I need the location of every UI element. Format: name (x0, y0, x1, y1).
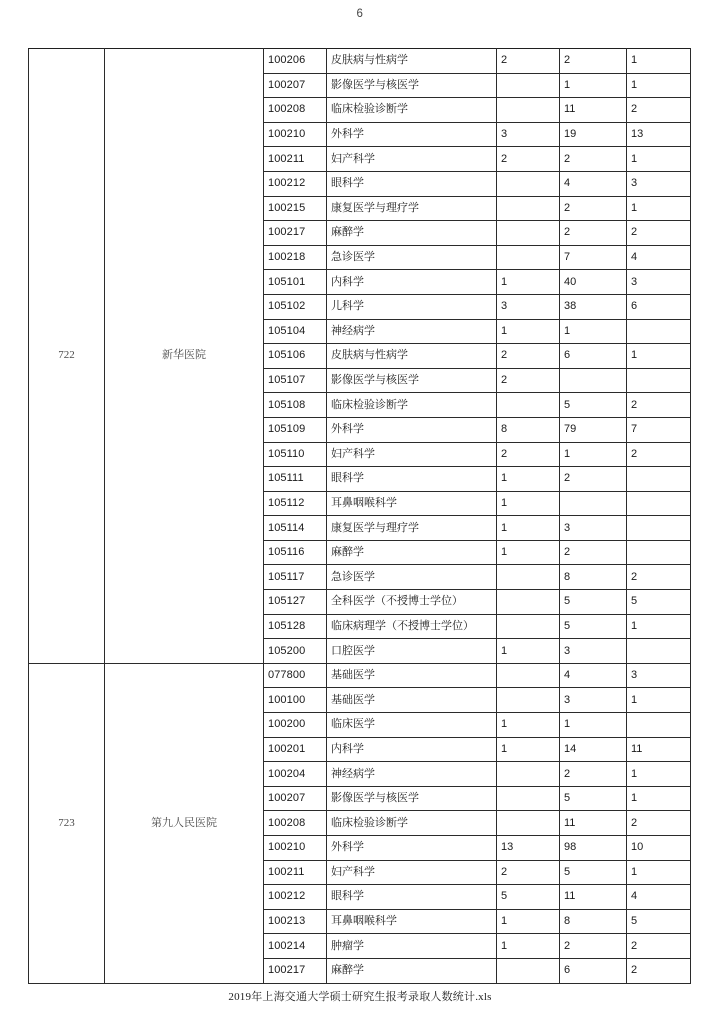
major-code-cell: 105109 (264, 417, 327, 442)
admitted-count-cell (627, 491, 691, 516)
registered-count-cell: 79 (560, 417, 627, 442)
major-code-cell: 100211 (264, 147, 327, 172)
admitted-count-cell: 1 (627, 860, 691, 885)
page-number: 6 (356, 8, 364, 20)
row-sequence-number: 722 (29, 49, 105, 664)
major-name-cell: 肿瘤学 (327, 934, 497, 959)
registered-count-cell: 98 (560, 836, 627, 861)
major-code-cell: 100204 (264, 762, 327, 787)
major-code-cell: 100218 (264, 245, 327, 270)
registered-count-cell: 2 (560, 147, 627, 172)
admitted-count-cell: 1 (627, 688, 691, 713)
applicants-count-cell (497, 811, 560, 836)
admitted-count-cell: 1 (627, 786, 691, 811)
applicants-count-cell: 8 (497, 417, 560, 442)
applicants-count-cell: 1 (497, 737, 560, 762)
registered-count-cell: 8 (560, 909, 627, 934)
admitted-count-cell: 3 (627, 171, 691, 196)
major-code-cell: 100213 (264, 909, 327, 934)
registered-count-cell: 14 (560, 737, 627, 762)
major-name-cell: 外科学 (327, 417, 497, 442)
major-name-cell: 神经病学 (327, 762, 497, 787)
admitted-count-cell: 2 (627, 98, 691, 123)
major-code-cell: 100208 (264, 98, 327, 123)
admitted-count-cell: 2 (627, 221, 691, 246)
major-name-cell: 妇产科学 (327, 442, 497, 467)
registered-count-cell: 7 (560, 245, 627, 270)
registered-count-cell: 4 (560, 663, 627, 688)
major-name-cell: 眼科学 (327, 467, 497, 492)
admitted-count-cell (627, 540, 691, 565)
admitted-count-cell (627, 319, 691, 344)
major-code-cell: 105112 (264, 491, 327, 516)
admitted-count-cell: 1 (627, 147, 691, 172)
applicants-count-cell: 1 (497, 934, 560, 959)
admitted-count-cell: 11 (627, 737, 691, 762)
major-name-cell: 基础医学 (327, 663, 497, 688)
admitted-count-cell: 1 (627, 196, 691, 221)
admitted-count-cell: 4 (627, 885, 691, 910)
major-name-cell: 麻醉学 (327, 221, 497, 246)
registered-count-cell: 11 (560, 811, 627, 836)
registered-count-cell: 19 (560, 122, 627, 147)
major-code-cell: 100210 (264, 836, 327, 861)
major-code-cell: 105106 (264, 344, 327, 369)
registered-count-cell: 40 (560, 270, 627, 295)
applicants-count-cell: 1 (497, 270, 560, 295)
registered-count-cell (560, 491, 627, 516)
admitted-count-cell: 13 (627, 122, 691, 147)
admitted-count-cell: 3 (627, 663, 691, 688)
admitted-count-cell: 2 (627, 393, 691, 418)
applicants-count-cell: 2 (497, 344, 560, 369)
major-name-cell: 外科学 (327, 836, 497, 861)
major-name-cell: 临床检验诊断学 (327, 393, 497, 418)
applicants-count-cell: 3 (497, 122, 560, 147)
major-name-cell: 影像医学与核医学 (327, 786, 497, 811)
admitted-count-cell: 1 (627, 344, 691, 369)
admitted-count-cell (627, 713, 691, 738)
applicants-count-cell: 1 (497, 319, 560, 344)
major-name-cell: 临床医学 (327, 713, 497, 738)
major-code-cell: 105116 (264, 540, 327, 565)
applicants-count-cell: 1 (497, 909, 560, 934)
major-code-cell: 105111 (264, 467, 327, 492)
admitted-count-cell: 1 (627, 49, 691, 74)
applicants-count-cell: 1 (497, 491, 560, 516)
registered-count-cell: 3 (560, 516, 627, 541)
major-name-cell: 急诊医学 (327, 245, 497, 270)
applicants-count-cell (497, 393, 560, 418)
table-row (29, 49, 691, 74)
applicants-count-cell (497, 688, 560, 713)
admitted-count-cell (627, 467, 691, 492)
major-code-cell: 105104 (264, 319, 327, 344)
major-code-cell: 105127 (264, 590, 327, 615)
applicants-count-cell (497, 196, 560, 221)
major-name-cell: 急诊医学 (327, 565, 497, 590)
registered-count-cell: 3 (560, 639, 627, 664)
admitted-count-cell: 7 (627, 417, 691, 442)
major-code-cell: 105102 (264, 294, 327, 319)
registered-count-cell: 4 (560, 171, 627, 196)
major-name-cell: 康复医学与理疗学 (327, 196, 497, 221)
applicants-count-cell (497, 614, 560, 639)
registered-count-cell: 11 (560, 98, 627, 123)
registered-count-cell: 1 (560, 442, 627, 467)
applicants-count-cell (497, 245, 560, 270)
registered-count-cell: 3 (560, 688, 627, 713)
registered-count-cell: 6 (560, 958, 627, 983)
major-name-cell: 内科学 (327, 737, 497, 762)
major-code-cell: 105110 (264, 442, 327, 467)
applicants-count-cell: 3 (497, 294, 560, 319)
major-code-cell: 105101 (264, 270, 327, 295)
applicants-count-cell (497, 221, 560, 246)
registered-count-cell: 2 (560, 540, 627, 565)
table-body (29, 49, 691, 984)
major-code-cell: 100212 (264, 885, 327, 910)
major-name-cell: 皮肤病与性病学 (327, 344, 497, 369)
applicants-count-cell (497, 786, 560, 811)
registered-count-cell: 5 (560, 786, 627, 811)
admitted-count-cell: 2 (627, 811, 691, 836)
major-name-cell: 神经病学 (327, 319, 497, 344)
registered-count-cell: 2 (560, 762, 627, 787)
admitted-count-cell: 5 (627, 590, 691, 615)
registered-count-cell: 5 (560, 860, 627, 885)
major-name-cell: 外科学 (327, 122, 497, 147)
admitted-count-cell: 1 (627, 73, 691, 98)
statistics-table-wrapper (28, 48, 690, 984)
major-name-cell: 眼科学 (327, 171, 497, 196)
major-code-cell: 100217 (264, 958, 327, 983)
registered-count-cell: 2 (560, 467, 627, 492)
major-name-cell: 麻醉学 (327, 540, 497, 565)
registered-count-cell: 1 (560, 319, 627, 344)
major-code-cell: 077800 (264, 663, 327, 688)
applicants-count-cell: 2 (497, 442, 560, 467)
admitted-count-cell: 2 (627, 958, 691, 983)
admitted-count-cell (627, 368, 691, 393)
applicants-count-cell (497, 958, 560, 983)
major-code-cell: 100207 (264, 73, 327, 98)
admitted-count-cell: 10 (627, 836, 691, 861)
applicants-count-cell (497, 590, 560, 615)
major-name-cell: 麻醉学 (327, 958, 497, 983)
applicants-count-cell: 2 (497, 860, 560, 885)
major-name-cell: 妇产科学 (327, 860, 497, 885)
admitted-count-cell: 1 (627, 762, 691, 787)
major-name-cell: 临床病理学（不授博士学位） (327, 614, 497, 639)
admitted-count-cell: 6 (627, 294, 691, 319)
major-name-cell: 耳鼻咽喉科学 (327, 491, 497, 516)
major-name-cell: 影像医学与核医学 (327, 368, 497, 393)
footer-filename: 2019年上海交通大学硕士研究生报考录取人数统计.xls (228, 991, 492, 1003)
major-code-cell: 100217 (264, 221, 327, 246)
major-name-cell: 临床检验诊断学 (327, 98, 497, 123)
registered-count-cell: 5 (560, 590, 627, 615)
admitted-count-cell: 5 (627, 909, 691, 934)
admitted-count-cell: 4 (627, 245, 691, 270)
registered-count-cell: 5 (560, 393, 627, 418)
major-name-cell: 临床检验诊断学 (327, 811, 497, 836)
major-name-cell: 康复医学与理疗学 (327, 516, 497, 541)
major-code-cell: 100200 (264, 713, 327, 738)
major-name-cell: 口腔医学 (327, 639, 497, 664)
registered-count-cell: 1 (560, 713, 627, 738)
applicants-count-cell (497, 98, 560, 123)
admitted-count-cell: 1 (627, 614, 691, 639)
major-code-cell: 100207 (264, 786, 327, 811)
major-code-cell: 100210 (264, 122, 327, 147)
major-code-cell: 100214 (264, 934, 327, 959)
major-name-cell: 内科学 (327, 270, 497, 295)
major-code-cell: 100211 (264, 860, 327, 885)
applicants-count-cell (497, 762, 560, 787)
organization-name: 第九人民医院 (105, 663, 264, 983)
registered-count-cell: 8 (560, 565, 627, 590)
applicants-count-cell: 1 (497, 516, 560, 541)
admitted-count-cell: 3 (627, 270, 691, 295)
applicants-count-cell: 1 (497, 540, 560, 565)
registered-count-cell (560, 368, 627, 393)
major-code-cell: 105117 (264, 565, 327, 590)
admitted-count-cell: 2 (627, 934, 691, 959)
major-name-cell: 皮肤病与性病学 (327, 49, 497, 74)
registered-count-cell: 2 (560, 934, 627, 959)
admitted-count-cell: 2 (627, 565, 691, 590)
major-name-cell: 儿科学 (327, 294, 497, 319)
registered-count-cell: 38 (560, 294, 627, 319)
admitted-count-cell (627, 516, 691, 541)
major-code-cell: 105108 (264, 393, 327, 418)
major-name-cell: 全科医学（不授博士学位） (327, 590, 497, 615)
applicants-count-cell: 2 (497, 147, 560, 172)
major-code-cell: 105114 (264, 516, 327, 541)
table-row (29, 663, 691, 688)
admitted-count-cell (627, 639, 691, 664)
applicants-count-cell: 2 (497, 49, 560, 74)
applicants-count-cell (497, 73, 560, 98)
applicants-count-cell: 13 (497, 836, 560, 861)
major-name-cell: 影像医学与核医学 (327, 73, 497, 98)
applicants-count-cell: 2 (497, 368, 560, 393)
applicants-count-cell: 1 (497, 639, 560, 664)
registered-count-cell: 2 (560, 49, 627, 74)
applicants-count-cell (497, 171, 560, 196)
organization-name: 新华医院 (105, 49, 264, 664)
registered-count-cell: 2 (560, 221, 627, 246)
major-code-cell: 105128 (264, 614, 327, 639)
major-name-cell: 基础医学 (327, 688, 497, 713)
applicants-count-cell (497, 565, 560, 590)
major-code-cell: 100212 (264, 171, 327, 196)
major-code-cell: 100215 (264, 196, 327, 221)
major-code-cell: 100201 (264, 737, 327, 762)
major-code-cell: 105107 (264, 368, 327, 393)
major-name-cell: 妇产科学 (327, 147, 497, 172)
major-code-cell: 100100 (264, 688, 327, 713)
row-sequence-number: 723 (29, 663, 105, 983)
major-code-cell: 105200 (264, 639, 327, 664)
statistics-table (28, 48, 691, 984)
applicants-count-cell (497, 663, 560, 688)
applicants-count-cell: 1 (497, 713, 560, 738)
admitted-count-cell: 2 (627, 442, 691, 467)
registered-count-cell: 1 (560, 73, 627, 98)
registered-count-cell: 5 (560, 614, 627, 639)
major-code-cell: 100208 (264, 811, 327, 836)
major-name-cell: 眼科学 (327, 885, 497, 910)
registered-count-cell: 6 (560, 344, 627, 369)
applicants-count-cell: 1 (497, 467, 560, 492)
registered-count-cell: 11 (560, 885, 627, 910)
registered-count-cell: 2 (560, 196, 627, 221)
major-name-cell: 耳鼻咽喉科学 (327, 909, 497, 934)
major-code-cell: 100206 (264, 49, 327, 74)
applicants-count-cell: 5 (497, 885, 560, 910)
